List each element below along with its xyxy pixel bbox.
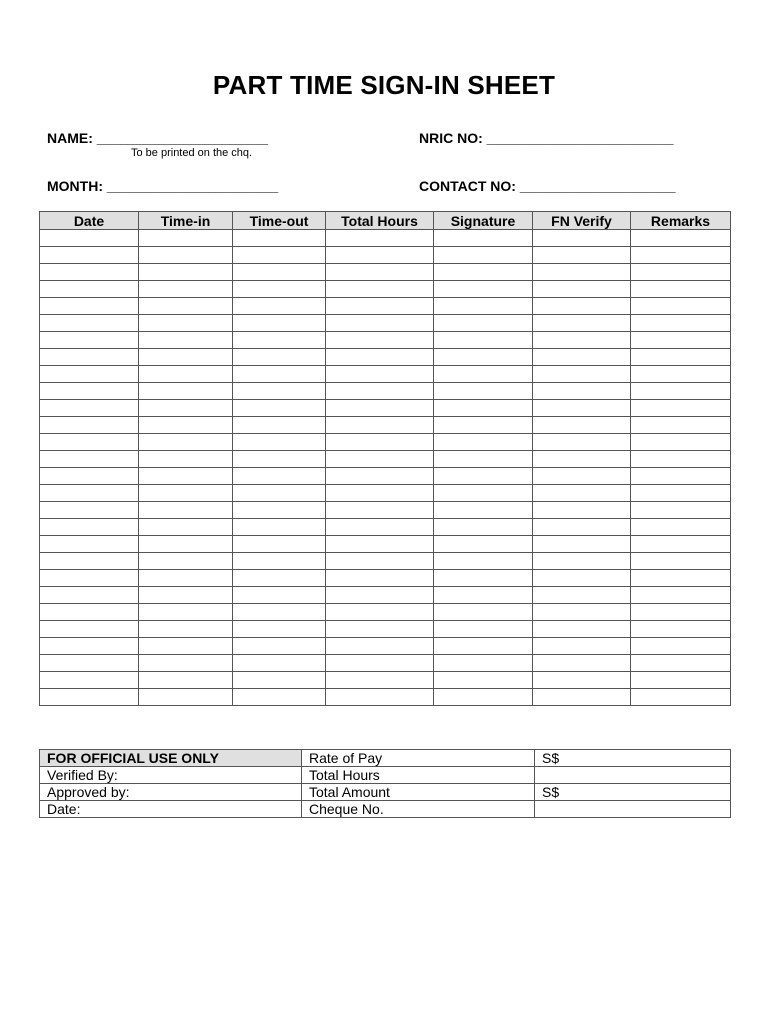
table-cell [233, 247, 326, 264]
table-cell [139, 417, 233, 434]
table-cell [631, 587, 731, 604]
table-cell [139, 349, 233, 366]
table-cell [631, 298, 731, 315]
table-cell [434, 570, 533, 587]
table-cell [139, 315, 233, 332]
table-row [40, 230, 731, 247]
table-cell [40, 230, 139, 247]
table-cell [631, 400, 731, 417]
table-cell [326, 655, 434, 672]
column-header-total-hours: Total Hours [326, 212, 434, 230]
table-row [40, 485, 731, 502]
table-cell [533, 587, 631, 604]
table-cell [631, 434, 731, 451]
table-cell [434, 468, 533, 485]
table-cell [40, 281, 139, 298]
table-cell [139, 400, 233, 417]
table-cell [631, 468, 731, 485]
table-cell [40, 434, 139, 451]
table-cell [233, 638, 326, 655]
table-row [40, 383, 731, 400]
table-row [40, 264, 731, 281]
table-cell [434, 621, 533, 638]
table-cell [233, 298, 326, 315]
table-cell [533, 451, 631, 468]
table-cell [631, 638, 731, 655]
table-cell [40, 672, 139, 689]
table-cell [631, 451, 731, 468]
table-cell [233, 672, 326, 689]
table-cell [533, 383, 631, 400]
table-cell [326, 519, 434, 536]
table-cell [40, 689, 139, 706]
table-row [40, 349, 731, 366]
official-row [40, 801, 731, 818]
table-cell [233, 587, 326, 604]
table-cell [533, 366, 631, 383]
table-cell [326, 553, 434, 570]
table-cell [326, 230, 434, 247]
table-cell [434, 332, 533, 349]
table-cell [139, 536, 233, 553]
date-label: Date: [40, 801, 302, 818]
table-cell [533, 553, 631, 570]
table-cell [434, 587, 533, 604]
table-cell [326, 366, 434, 383]
table-cell [139, 230, 233, 247]
table-row [40, 672, 731, 689]
approved-by-label: Approved by: [40, 784, 302, 801]
table-cell [233, 451, 326, 468]
table-cell [434, 655, 533, 672]
page-title: PART TIME SIGN-IN SHEET [212, 70, 556, 100]
official-row [40, 750, 731, 767]
table-row [40, 417, 731, 434]
table-row [40, 587, 731, 604]
table-row [40, 638, 731, 655]
table-cell [139, 247, 233, 264]
table-cell [40, 264, 139, 281]
table-cell [631, 519, 731, 536]
table-cell [139, 655, 233, 672]
table-row [40, 366, 731, 383]
table-cell [533, 332, 631, 349]
table-cell [139, 672, 233, 689]
table-row [40, 689, 731, 706]
table-cell [631, 485, 731, 502]
table-row [40, 451, 731, 468]
table-cell [434, 383, 533, 400]
table-cell [326, 281, 434, 298]
table-cell [40, 485, 139, 502]
table-cell [139, 638, 233, 655]
month-field-label: MONTH: ______________________ [47, 178, 279, 194]
table-cell [233, 366, 326, 383]
table-cell [40, 621, 139, 638]
table-cell [233, 604, 326, 621]
table-cell [326, 315, 434, 332]
table-cell [139, 570, 233, 587]
table-cell [434, 349, 533, 366]
table-cell [40, 553, 139, 570]
table-cell [326, 332, 434, 349]
nric-field-label: NRIC NO: ________________________ [419, 130, 674, 146]
table-cell [631, 536, 731, 553]
table-cell [326, 672, 434, 689]
table-cell [40, 604, 139, 621]
table-cell [434, 264, 533, 281]
column-header-time-in: Time-in [139, 212, 233, 230]
table-cell [434, 502, 533, 519]
table-row [40, 536, 731, 553]
table-cell [434, 536, 533, 553]
table-cell [40, 536, 139, 553]
table-cell [233, 332, 326, 349]
table-cell [326, 383, 434, 400]
table-cell [233, 553, 326, 570]
table-cell [533, 298, 631, 315]
table-cell [139, 332, 233, 349]
table-cell [139, 587, 233, 604]
table-cell [434, 230, 533, 247]
total-hours-label: Total Hours [302, 767, 535, 784]
table-cell [533, 264, 631, 281]
table-cell [434, 553, 533, 570]
sign-in-table [39, 211, 731, 706]
table-cell [40, 400, 139, 417]
table-cell [631, 247, 731, 264]
table-cell [533, 468, 631, 485]
total-hours-value [535, 767, 731, 784]
table-cell [533, 485, 631, 502]
table-cell [139, 519, 233, 536]
table-cell [233, 315, 326, 332]
table-cell [139, 281, 233, 298]
table-cell [434, 366, 533, 383]
table-cell [533, 689, 631, 706]
table-cell [40, 366, 139, 383]
table-cell [533, 315, 631, 332]
table-cell [326, 638, 434, 655]
table-cell [233, 264, 326, 281]
table-cell [631, 689, 731, 706]
table-cell [326, 468, 434, 485]
table-cell [139, 468, 233, 485]
official-use-heading: FOR OFFICIAL USE ONLY [40, 750, 302, 767]
table-cell [139, 264, 233, 281]
table-cell [631, 502, 731, 519]
table-cell [139, 553, 233, 570]
table-cell [326, 587, 434, 604]
table-cell [326, 570, 434, 587]
table-cell [233, 485, 326, 502]
table-cell [326, 621, 434, 638]
table-cell [40, 349, 139, 366]
table-cell [533, 536, 631, 553]
table-cell [326, 417, 434, 434]
column-header-remarks: Remarks [631, 212, 731, 230]
table-cell [40, 247, 139, 264]
table-cell [631, 332, 731, 349]
table-cell [533, 230, 631, 247]
table-row [40, 502, 731, 519]
cheque-no-value [535, 801, 731, 818]
table-row [40, 553, 731, 570]
official-row [40, 767, 731, 784]
table-cell [40, 315, 139, 332]
table-row [40, 604, 731, 621]
table-cell [233, 689, 326, 706]
table-cell [326, 451, 434, 468]
rate-of-pay-label: Rate of Pay [302, 750, 535, 767]
table-cell [233, 383, 326, 400]
table-cell [631, 655, 731, 672]
table-cell [326, 502, 434, 519]
table-cell [139, 366, 233, 383]
table-row [40, 332, 731, 349]
table-cell [139, 604, 233, 621]
table-cell [40, 519, 139, 536]
table-cell [434, 485, 533, 502]
table-cell [533, 247, 631, 264]
table-cell [40, 298, 139, 315]
name-field-note: To be printed on the chq. [131, 147, 253, 159]
table-cell [434, 451, 533, 468]
table-body [40, 230, 731, 706]
table-row [40, 621, 731, 638]
column-header-signature: Signature [434, 212, 533, 230]
table-cell [434, 689, 533, 706]
table-row [40, 247, 731, 264]
table-cell [533, 570, 631, 587]
total-amount-label: Total Amount [302, 784, 535, 801]
table-cell [434, 519, 533, 536]
table-row [40, 315, 731, 332]
table-cell [326, 604, 434, 621]
table-cell [631, 315, 731, 332]
table-cell [631, 281, 731, 298]
table-cell [233, 230, 326, 247]
table-cell [631, 349, 731, 366]
table-cell [233, 621, 326, 638]
table-header-row [40, 212, 731, 230]
table-row [40, 468, 731, 485]
table-cell [434, 638, 533, 655]
table-cell [326, 400, 434, 417]
table-cell [233, 349, 326, 366]
table-cell [40, 502, 139, 519]
table-cell [434, 400, 533, 417]
table-cell [326, 434, 434, 451]
column-header-date: Date [40, 212, 139, 230]
table-cell [233, 468, 326, 485]
table-cell [434, 281, 533, 298]
table-cell [631, 383, 731, 400]
total-amount-value: S$ [535, 784, 731, 801]
table-cell [326, 247, 434, 264]
table-cell [139, 298, 233, 315]
rate-of-pay-value: S$ [535, 750, 731, 767]
table-row [40, 400, 731, 417]
table-cell [434, 247, 533, 264]
table-cell [434, 672, 533, 689]
table-cell [434, 315, 533, 332]
table-cell [533, 604, 631, 621]
table-row [40, 519, 731, 536]
table-cell [533, 638, 631, 655]
table-cell [434, 434, 533, 451]
table-cell [233, 536, 326, 553]
table-cell [631, 621, 731, 638]
table-cell [533, 349, 631, 366]
table-cell [233, 570, 326, 587]
table-cell [533, 655, 631, 672]
table-cell [139, 383, 233, 400]
contact-field-label: CONTACT NO: ____________________ [419, 178, 676, 194]
table-cell [533, 417, 631, 434]
column-header-fn-verify: FN Verify [533, 212, 631, 230]
table-cell [40, 451, 139, 468]
table-row [40, 281, 731, 298]
table-cell [326, 349, 434, 366]
table-cell [533, 281, 631, 298]
table-cell [40, 587, 139, 604]
table-cell [631, 264, 731, 281]
table-row [40, 298, 731, 315]
table-cell [631, 570, 731, 587]
table-row [40, 655, 731, 672]
table-cell [233, 655, 326, 672]
table-cell [40, 655, 139, 672]
official-row [40, 784, 731, 801]
table-cell [40, 468, 139, 485]
table-cell [631, 230, 731, 247]
table-cell [631, 604, 731, 621]
table-cell [40, 383, 139, 400]
table-row [40, 570, 731, 587]
verified-by-label: Verified By: [40, 767, 302, 784]
table-cell [233, 519, 326, 536]
table-cell [533, 434, 631, 451]
table-cell [326, 536, 434, 553]
table-cell [631, 366, 731, 383]
table-cell [139, 689, 233, 706]
table-cell [233, 400, 326, 417]
table-cell [631, 553, 731, 570]
table-row [40, 434, 731, 451]
table-cell [40, 332, 139, 349]
column-header-time-out: Time-out [233, 212, 326, 230]
table-cell [631, 417, 731, 434]
table-cell [326, 689, 434, 706]
table-cell [139, 451, 233, 468]
table-cell [326, 485, 434, 502]
table-cell [233, 417, 326, 434]
table-cell [233, 281, 326, 298]
table-cell [434, 604, 533, 621]
table-cell [326, 264, 434, 281]
table-cell [533, 502, 631, 519]
table-cell [139, 621, 233, 638]
table-cell [233, 502, 326, 519]
table-cell [40, 570, 139, 587]
table-cell [139, 485, 233, 502]
table-cell [533, 672, 631, 689]
table-cell [631, 672, 731, 689]
official-use-table [39, 749, 731, 818]
table-cell [434, 417, 533, 434]
table-cell [326, 298, 434, 315]
table-cell [533, 621, 631, 638]
table-cell [533, 400, 631, 417]
cheque-no-label: Cheque No. [302, 801, 535, 818]
table-cell [233, 434, 326, 451]
table-cell [434, 298, 533, 315]
table-cell [533, 519, 631, 536]
table-cell [139, 502, 233, 519]
table-cell [139, 434, 233, 451]
table-cell [40, 417, 139, 434]
table-cell [40, 638, 139, 655]
name-field-label: NAME: ______________________ [47, 130, 269, 146]
